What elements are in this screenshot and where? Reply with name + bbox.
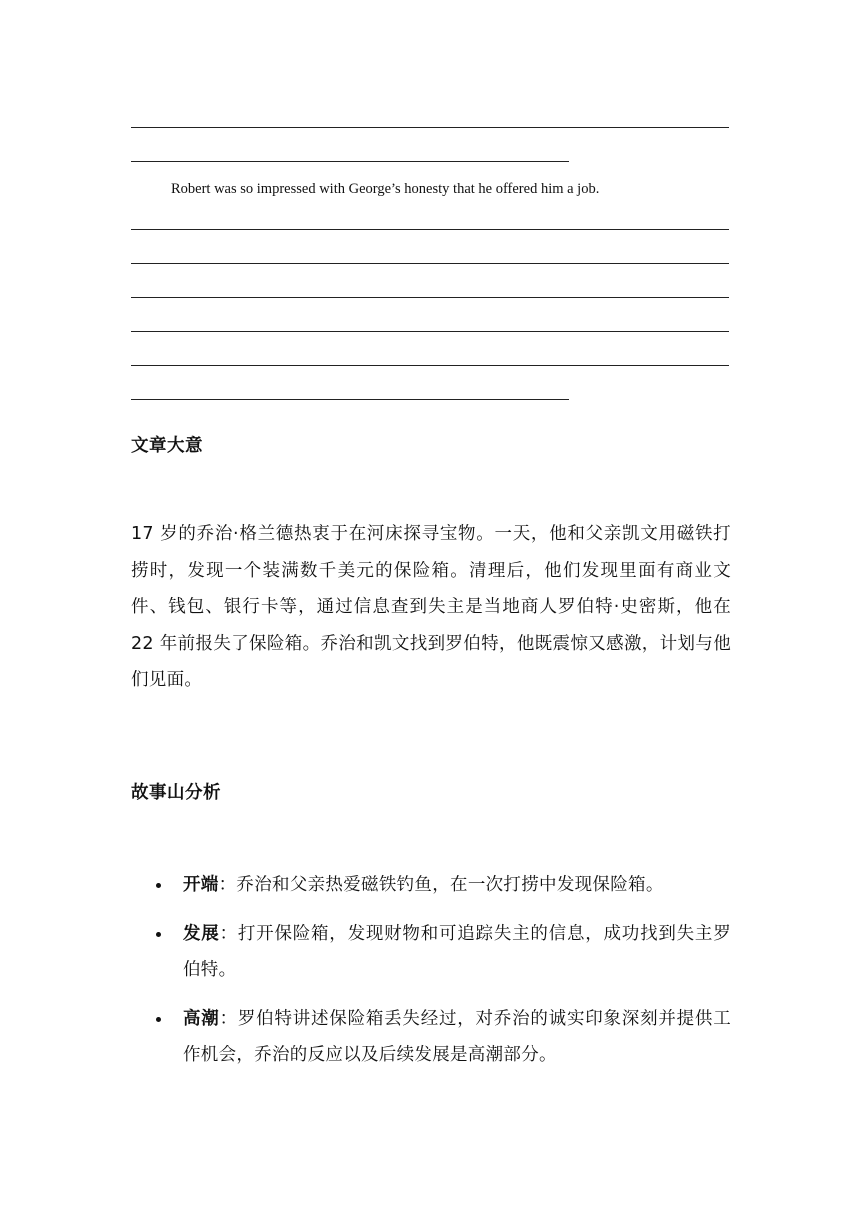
item-text: 打开保险箱，发现财物和可追踪失主的信息，成功找到失主罗伯特。	[183, 923, 731, 981]
writing-line	[131, 331, 729, 332]
summary-paragraph: 17 岁的乔治·格兰德热衷于在河床探寻宝物。一天，他和父亲凯文用磁铁打捞时，发现一个装满数千美元的保险箱。清理后，他们发现里面有商业文件、钱包、银行卡等，通过信息查到失主是当地商人罗伯特·史密斯，他在 22 年前报失了保险箱。乔治和凯文找到罗伯特，他既震惊又感激，计划与他们见面。	[131, 524, 731, 691]
item-separator: ：	[218, 875, 237, 895]
writing-line	[131, 127, 729, 128]
item-separator: ：	[219, 923, 238, 944]
list-item	[131, 916, 731, 989]
item-label: 开端	[183, 875, 219, 895]
summary-heading: 文章大意	[131, 436, 203, 456]
list-item	[131, 867, 731, 904]
continuation-prompt: Robert was so impressed with George’s honesty that he offered him a job.	[171, 181, 600, 197]
bullet-icon	[156, 932, 161, 937]
writing-line	[131, 229, 729, 230]
item-text: 罗伯特讲述保险箱丢失经过，对乔治的诚实印象深刻并提供工作机会，乔治的反应以及后续发展是高潮部分。	[183, 1008, 731, 1066]
writing-line	[131, 399, 569, 400]
analysis-heading: 故事山分析	[131, 783, 221, 803]
writing-line	[131, 365, 729, 366]
bullet-icon	[156, 883, 161, 888]
item-label: 高潮	[183, 1008, 220, 1029]
list-item	[131, 1001, 731, 1074]
writing-line	[131, 297, 729, 298]
writing-line	[131, 263, 729, 264]
item-label: 发展	[183, 923, 220, 944]
writing-line	[131, 161, 569, 162]
bullet-icon	[156, 1017, 161, 1022]
story-mountain-list	[131, 867, 731, 1086]
item-separator: ：	[219, 1008, 238, 1029]
item-text: 乔治和父亲热爱磁铁钓鱼，在一次打捞中发现保险箱。	[236, 875, 664, 895]
